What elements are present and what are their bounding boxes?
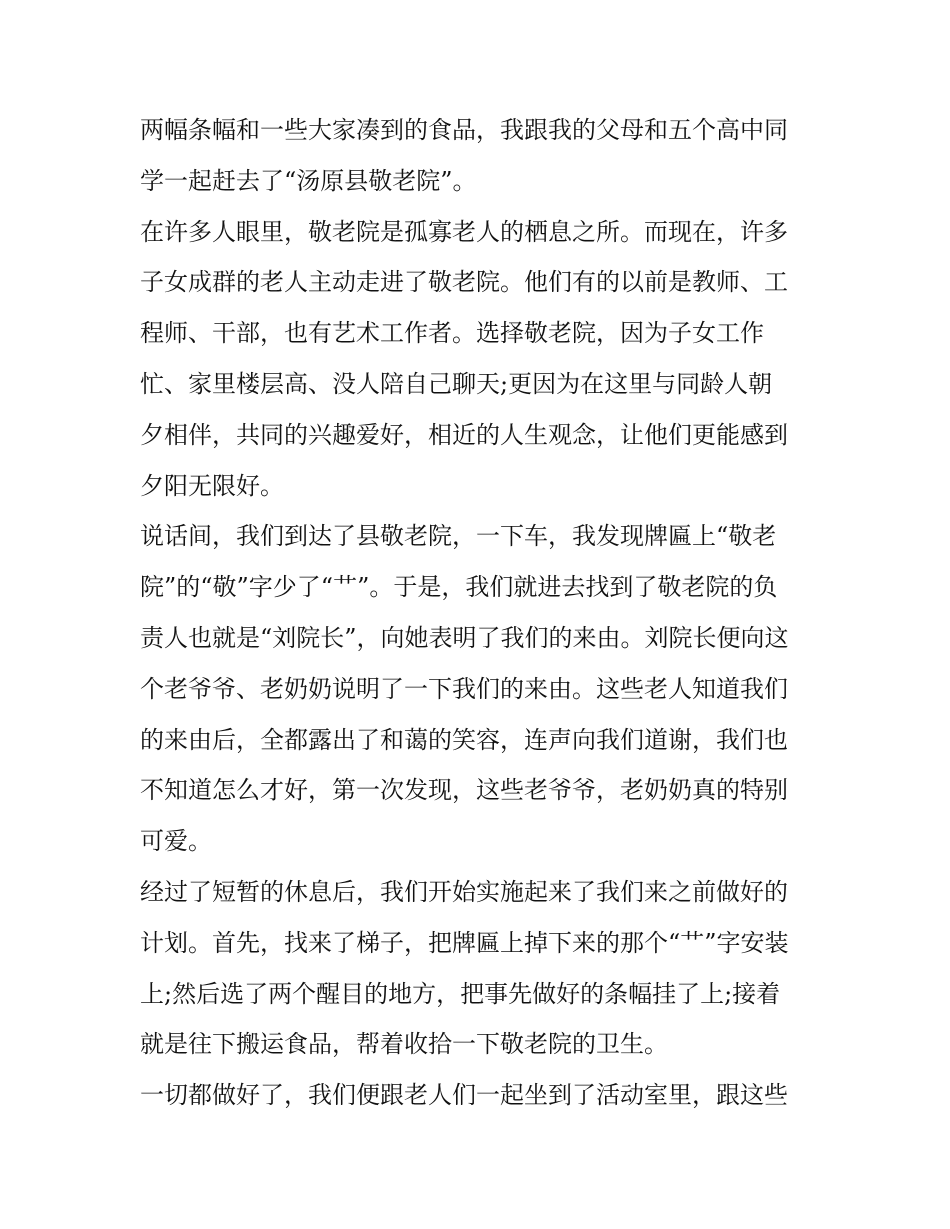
text-line: 说话间，我们到达了县敬老院，一下车，我发现牌匾上“敬老 [140,522,777,551]
text-line: 两幅条幅和一些大家凑到的食品，我跟我的父母和五个高中同 [140,116,788,144]
text-line: 忙、家里楼层高、没人陪自己聊天;更因为在这里与同龄人朝 [140,369,773,398]
text-line: 的来由后，全都露出了和蔼的笑容，连声向我们道谢，我们也 [140,725,788,754]
text-line: 夕阳无限好。 [140,471,284,500]
text-line: 不知道怎么才好，第一次发现，这些老爷爷，老奶奶真的特别 [140,776,788,805]
text-line: 子女成群的老人主动走进了敬老院。他们有的以前是教师、工 [140,268,788,297]
text-line: 院”的“敬”字少了“艹”。于是，我们就进去找到了敬老院的负 [140,573,778,602]
text-line: 经过了短暂的休息后，我们开始实施起来了我们来之前做好的 [140,877,788,906]
text-line: 一切都做好了，我们便跟老人们一起坐到了活动室里，跟这些 [140,1081,788,1110]
text-line: 责人也就是“刘院长”，向她表明了我们的来由。刘院长便向这 [140,623,789,652]
text-line: 学一起赶去了“汤原县敬老院”。 [140,166,477,195]
text-line: 个老爷爷、老奶奶说明了一下我们的来由。这些老人知道我们 [140,674,788,703]
text-line: 可爱。 [140,827,212,856]
body-text [140,105,820,1121]
text-line: 在许多人眼里，敬老院是孤寡老人的栖息之所。而现在，许多 [140,217,788,246]
text-line: 夕相伴，共同的兴趣爱好，相近的人生观念，让他们更能感到 [140,420,788,449]
text-line: 就是往下搬运食品，帮着收拾一下敬老院的卫生。 [140,1030,668,1059]
text-line: 上;然后选了两个醒目的地方，把事先做好的条幅挂了上;接着 [140,979,781,1008]
text-line: 计划。首先，找来了梯子，把牌匾上掉下来的那个“艹”字安装 [140,928,789,957]
text-line: 程师、干部，也有艺术工作者。选择敬老院，因为子女工作 [140,319,764,348]
